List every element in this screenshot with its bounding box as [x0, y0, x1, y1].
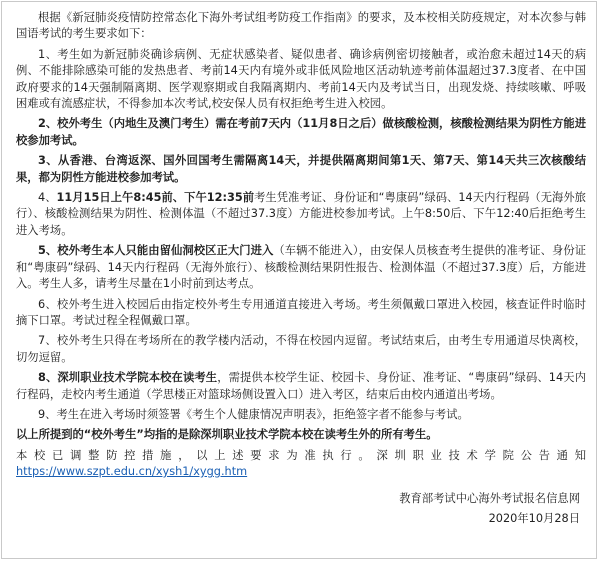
item-7-text: 7、校外考生只得在考场所在的教学楼内活动，不得在校园内逗留。考试结束后，由考生专用通道尽快离校，切勿逗留。: [16, 334, 586, 364]
notice-document: [1, 1, 597, 559]
notice-link[interactable]: https://www.szpt.edu.cn/xysh1/xygg.htm: [16, 465, 248, 479]
item-8-bold: 8、深圳职业技术学院本校在读考生: [38, 371, 218, 385]
notice-text: 本校已调整防控措施，以上述要求为准执行。深圳职业技术学院公告通知: [16, 448, 586, 462]
item-4-bold: 11月15日上午8:45前、下午12:35前: [56, 191, 255, 205]
item-5-bold: 5、校外考生本人只能由留仙洞校区正大门进入: [38, 244, 274, 258]
signature-org: [16, 491, 580, 507]
item-5: [16, 243, 586, 292]
signature-date: [16, 511, 580, 527]
intro-paragraph: [16, 10, 586, 43]
item-8: [16, 370, 586, 403]
item-7: [16, 333, 586, 366]
item-5-text: （车辆不能进入），由安保人员核查考生提供的准考证、身份证和“粤康码”绿码、14天内行程码（无海外旅行）、核酸检测结果阴性报告、检测体温（不超过37.3度）后，方能进入。考生人多，请考生尽量在1小时前到达考点。: [16, 244, 586, 291]
item-8-text: ，需提供本校学生证、校园卡、身份证、准考证、“粤康码”绿码、14天内行程码，走校内考生通道（学思楼正对篮球场侧设置入口）进入考区，结束后由校内通道出考场。: [16, 371, 586, 401]
item-6: [16, 297, 586, 330]
item-9: [16, 407, 586, 423]
item-2-text: 2、校外考生（内地生及澳门考生）需在考前7天内（11月8日之后）做核酸检测，核酸检测结果为阴性方能进校参加考试。: [16, 117, 586, 147]
signature-date-text: 2020年10月28日: [488, 511, 580, 525]
item-1: [16, 47, 586, 113]
summary-paragraph: [16, 427, 586, 443]
notice-paragraph: [16, 448, 586, 481]
signature-org-text: 教育部考试中心海外考试报名信息网: [399, 491, 580, 505]
item-3: [16, 153, 586, 186]
item-6-text: 6、校外考生进入校园后由指定校外考生专用通道直接进入考场。考生须佩戴口罩进入校园，核查证件时临时摘下口罩。考试过程全程佩戴口罩。: [16, 297, 586, 327]
item-2: [16, 116, 586, 149]
item-1-text: 1、考生如为新冠肺炎确诊病例、无症状感染者、疑似患者、确诊病例密切接触者，或治愈未超过14天的病例、不能排除感染可能的发热患者、考前14天内有境外或非低风险地区活动轨迹考前体温超过37.3度者、在中国政府要求的14天强制隔离期、医学观察期或自我隔离期内、考前14天内及考试当日，出现发烧、持续咳嗽、呼吸困难或有流感症状，不得参加本次考试,校安保人员有权拒绝考生进入校园。: [16, 47, 586, 111]
intro-text: 根据《新冠肺炎疫情防控常态化下海外考试组考防疫工作指南》的要求，及本校相关防疫规定，对本次参与韩国语考试的考生要求如下：: [16, 11, 586, 41]
item-9-text: 9、考生在进入考场时须签署《考生个人健康情况声明表》，拒绝签字者不能参与考试。: [38, 407, 469, 421]
item-3-text: 3、从香港、台湾返深、国外回国考生需隔离14天，并提供隔离期间第1天、第7天、第14天共三次核酸结果，都为阴性方能进校参加考试。: [16, 154, 586, 184]
summary-text: 以上所提到的“校外考生”均指的是除深圳职业技术学院本校在读考生外的所有考生。: [16, 428, 438, 442]
item-4: [16, 190, 586, 239]
item-4-number: 4、: [38, 191, 57, 205]
item-4-text: 考生凭准考证、身份证和“粤康码”绿码、14天内行程码（无海外旅行）、核酸检测结果为阴性、检测体温（不超过37.3度）方能进校参加考试。上午8:50后、下午12:40后拒绝考生进入考场。: [16, 191, 586, 237]
